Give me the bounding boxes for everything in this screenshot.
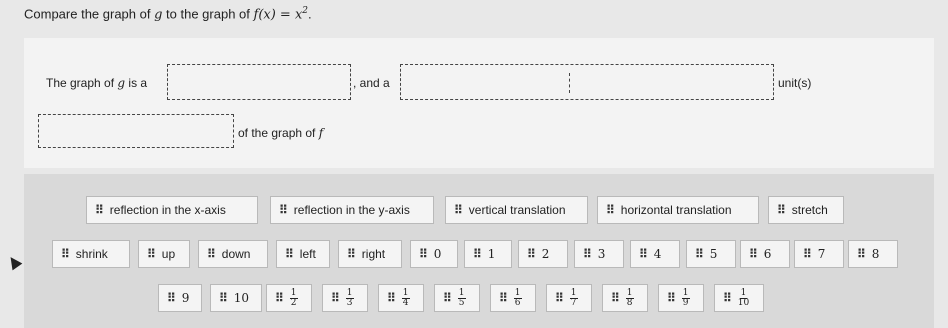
grip-icon: ⠿	[443, 291, 451, 305]
grip-icon: ⠿	[639, 247, 647, 261]
chip-fraction[interactable]: ⠿ $\frac{1}{5}$	[434, 284, 480, 312]
chip-number[interactable]: ⠿ 1	[464, 240, 512, 268]
drop-zone-transformation-2-and-amount[interactable]	[400, 64, 774, 100]
grip-icon: ⠿	[347, 247, 355, 261]
grip-icon: ⠿	[749, 247, 757, 261]
grip-icon: ⠿	[723, 291, 731, 305]
grip-icon: ⠿	[857, 247, 865, 261]
grip-icon: ⠿	[95, 203, 103, 217]
chip-shrink[interactable]: ⠿ shrink	[52, 240, 130, 268]
grip-icon: ⠿	[606, 203, 614, 217]
grip-icon: ⠿	[219, 291, 227, 305]
chip-left[interactable]: ⠿ left	[276, 240, 330, 268]
grip-icon: ⠿	[387, 291, 395, 305]
grip-icon: ⠿	[419, 247, 427, 261]
chip-number[interactable]: ⠿ 7	[794, 240, 844, 268]
question-middle: to the graph of	[166, 6, 250, 22]
grip-icon: ⠿	[61, 247, 69, 261]
chip-fraction[interactable]: ⠿ $\frac{1}{9}$	[658, 284, 704, 312]
chip-number[interactable]: ⠿ 4	[630, 240, 680, 268]
sentence-after-third: of the graph of	[238, 126, 316, 140]
drop-zone-transformation-1[interactable]	[167, 64, 351, 100]
answer-panel	[24, 38, 934, 168]
chip-fraction[interactable]: ⠿ $\frac{1}{7}$	[546, 284, 592, 312]
grip-icon: ⠿	[667, 291, 675, 305]
question-g: g	[154, 7, 163, 23]
chip-fraction[interactable]: ⠿ $\frac{1}{4}$	[378, 284, 424, 312]
grip-icon: ⠿	[611, 291, 619, 305]
grip-icon: ⠿	[285, 247, 293, 261]
chip-number[interactable]: ⠿ 8	[848, 240, 898, 268]
grip-icon: ⠿	[473, 247, 481, 261]
sentence-f: f	[318, 126, 324, 140]
chip-down[interactable]: ⠿ down	[198, 240, 268, 268]
answer-bank	[24, 174, 934, 328]
sentence-after-first: , and a	[353, 76, 390, 90]
question-prefix: Compare the graph of	[24, 6, 151, 22]
grip-icon: ⠿	[147, 247, 155, 261]
chip-vertical-translation[interactable]: ⠿ vertical translation	[445, 196, 588, 224]
grip-icon: ⠿	[279, 203, 287, 217]
chip-number[interactable]: ⠿ 3	[574, 240, 624, 268]
chip-horizontal-translation[interactable]: ⠿ horizontal translation	[597, 196, 759, 224]
chip-right[interactable]: ⠿ right	[338, 240, 402, 268]
sentence-line-2-end	[238, 126, 323, 140]
mouse-cursor-icon	[6, 254, 23, 271]
grip-icon: ⠿	[499, 291, 507, 305]
grip-icon: ⠿	[207, 247, 215, 261]
chip-up[interactable]: ⠿ up	[138, 240, 190, 268]
chip-number[interactable]: ⠿ 5	[686, 240, 736, 268]
grip-icon: ⠿	[695, 247, 703, 261]
chip-reflection-x-axis[interactable]: ⠿ reflection in the x-axis	[86, 196, 258, 224]
question-f-expression: f(x) = x	[253, 7, 303, 23]
chip-fraction[interactable]: ⠿ $\frac{1}{8}$	[602, 284, 648, 312]
sentence-g: g	[117, 76, 126, 90]
chip-number[interactable]: ⠿ 2	[518, 240, 568, 268]
sentence-after-second: unit(s)	[778, 76, 812, 90]
grip-icon: ⠿	[803, 247, 811, 261]
chip-number[interactable]: ⠿ 10	[210, 284, 262, 312]
chip-fraction[interactable]: ⠿ $\frac{1}{3}$	[322, 284, 368, 312]
sentence-line-1-start	[46, 76, 147, 90]
chip-number[interactable]: ⠿ 0	[410, 240, 458, 268]
sentence-part1: The graph of	[46, 76, 115, 90]
drop-zone-direction[interactable]	[38, 114, 234, 148]
question-exponent: 2	[302, 6, 309, 16]
grip-icon: ⠿	[454, 203, 462, 217]
question-suffix: .	[308, 6, 312, 22]
chip-reflection-y-axis[interactable]: ⠿ reflection in the y-axis	[270, 196, 434, 224]
chip-number[interactable]: ⠿ 9	[158, 284, 202, 312]
grip-icon: ⠿	[555, 291, 563, 305]
grip-icon: ⠿	[583, 247, 591, 261]
grip-icon: ⠿	[331, 291, 339, 305]
grip-icon: ⠿	[275, 291, 283, 305]
question-text	[24, 6, 312, 22]
chip-fraction[interactable]: ⠿ $\frac{1}{10}$	[714, 284, 764, 312]
sentence-part2: is a	[128, 76, 148, 90]
grip-icon: ⠿	[527, 247, 535, 261]
chip-fraction[interactable]: ⠿ $\frac{1}{2}$	[266, 284, 312, 312]
chip-stretch[interactable]: ⠿ stretch	[768, 196, 844, 224]
chip-fraction[interactable]: ⠿ $\frac{1}{6}$	[490, 284, 536, 312]
grip-icon: ⠿	[167, 291, 175, 305]
grip-icon: ⠿	[777, 203, 785, 217]
chip-number[interactable]: ⠿ 6	[740, 240, 790, 268]
